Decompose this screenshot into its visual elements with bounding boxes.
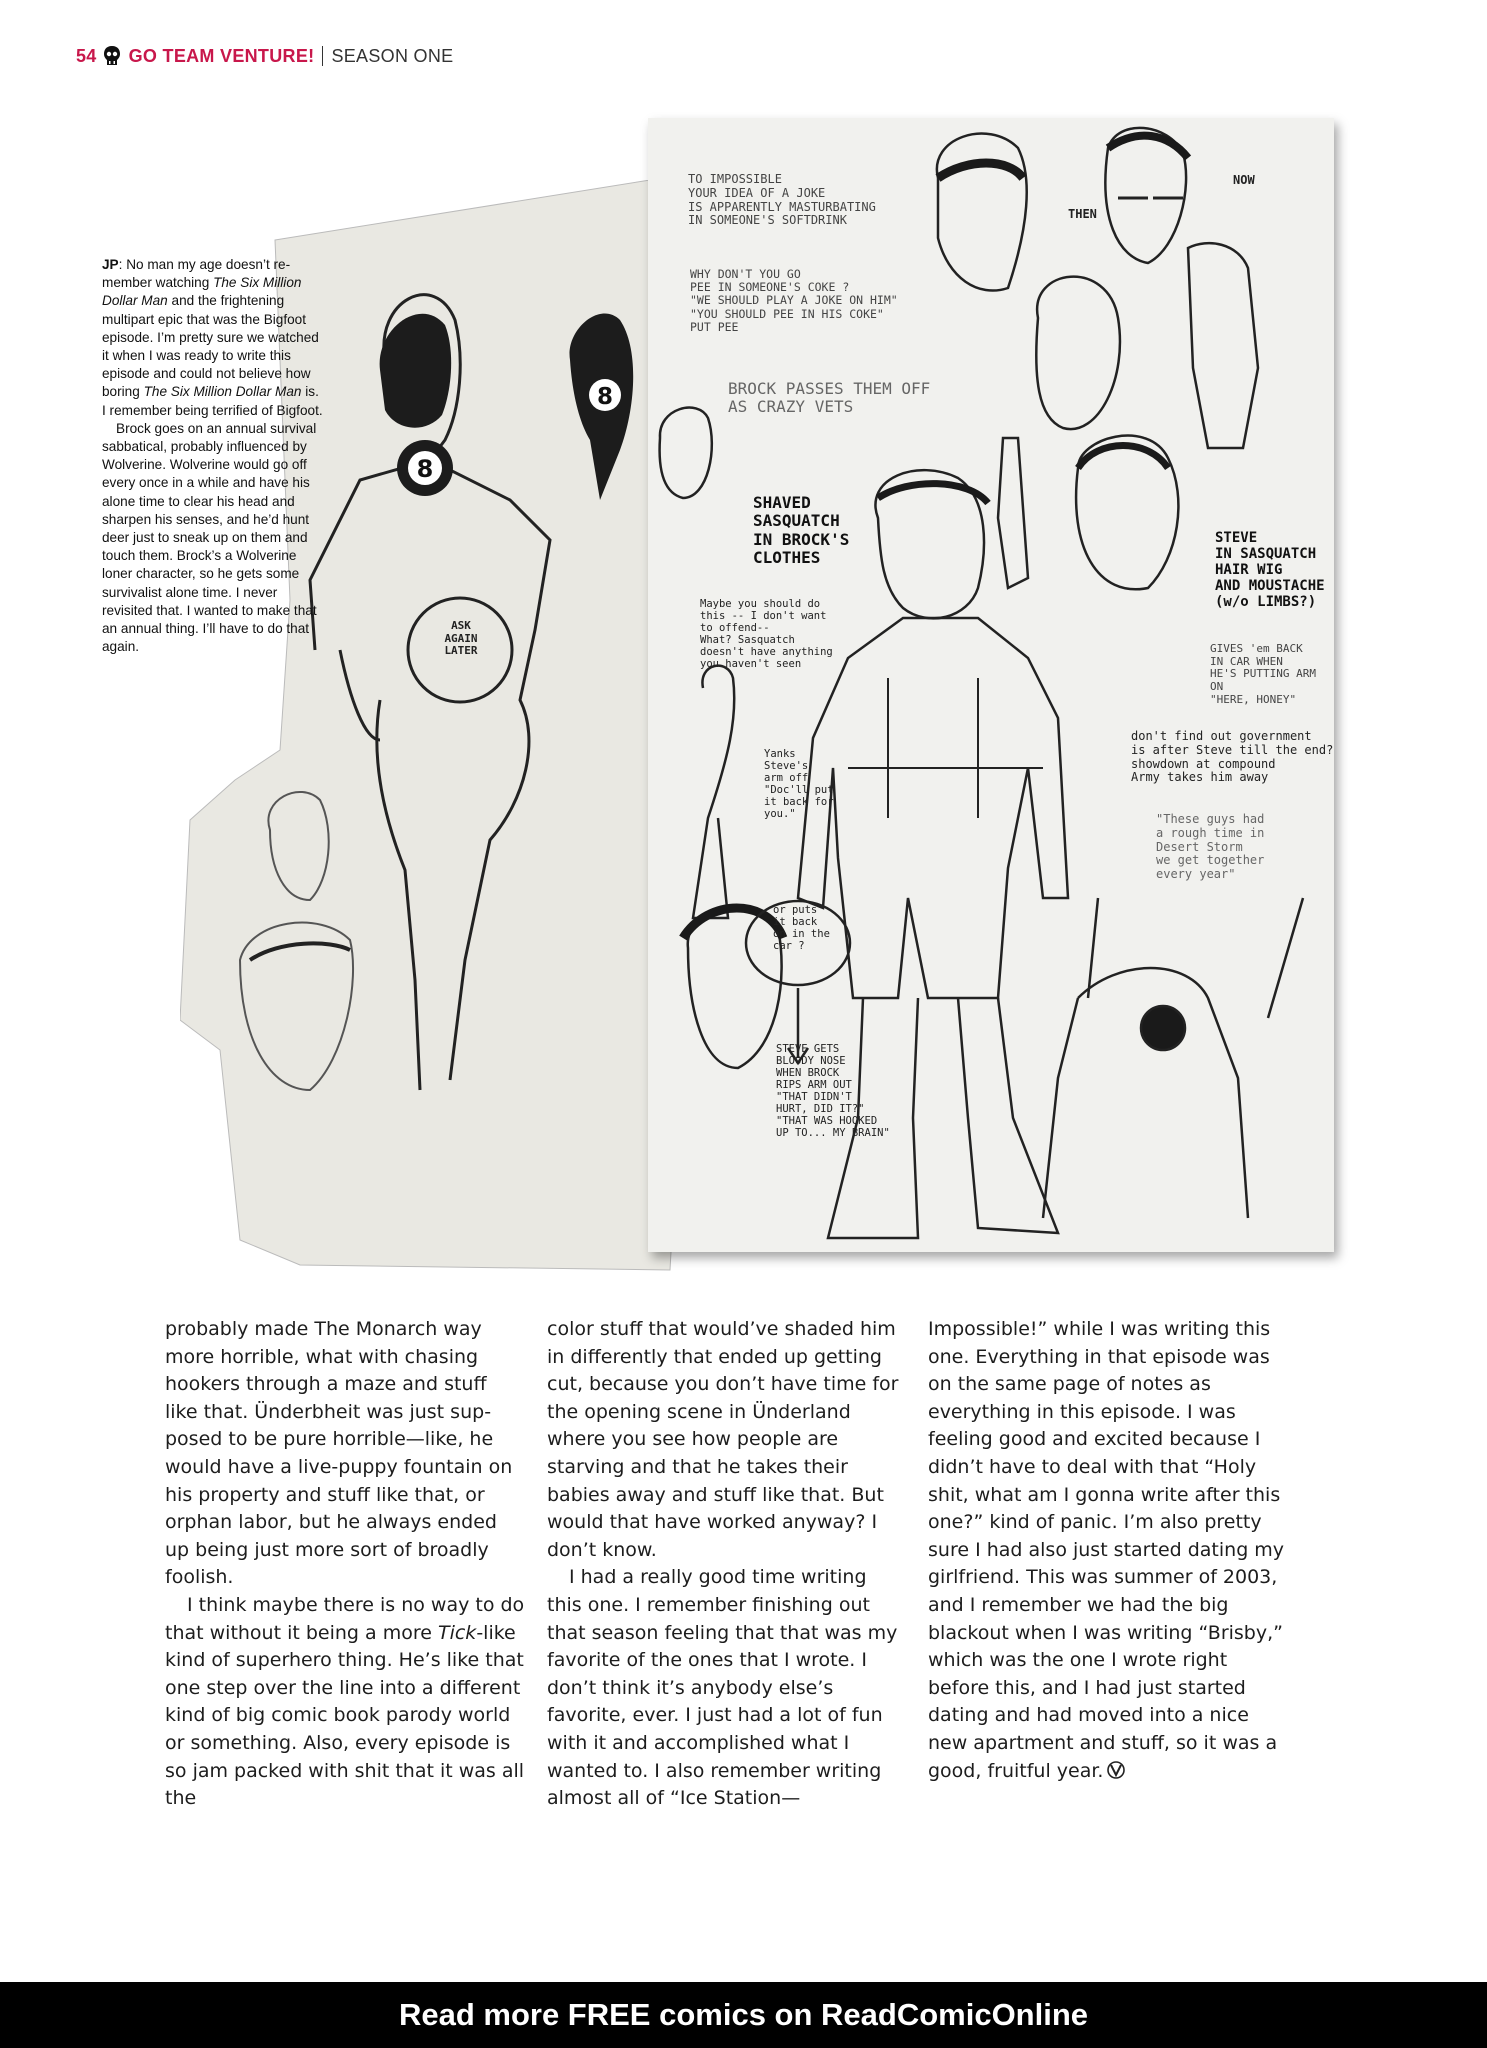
caption-sidebar [102, 256, 326, 656]
body-paragraph: Impossible!” while I was writing this one. Everything in that episode was on the same page of notes as everything in this episode. I was feeling good and excited because I didn’t have to deal with that “Holy shit, what am I gonna write after this one?” kind of panic. I’m also pretty sure I had also just started dating my girlfriend. This was summer of 2003, and I remember we had the big blackout when I was writing “Brisby,” which was the one I wrote right before this, and I had just started dating and had moved into a nice new apartment and stuff, so it was a good, fruitful year. [928, 1318, 1285, 1782]
body-paragraph: color stuff that would’ve shaded him in differently that ended up getting cut, because you don’t have time for the opening scene in Ünderland where you see how people are starving and that he takes their babies away and stuff like that. But would that have worked anyway? I don’t know. [547, 1318, 899, 1561]
header-divider [322, 46, 323, 66]
caption-speaker: JP [102, 257, 119, 272]
body-paragraph: I had a really good time writing this one. I remember finishing out that season feeling that that was my favorite of the ones that I wrote. I don’t think it’s anybody else’s favorite, ever. I just had a lot of fun with it and accomplished what I wanted to. I also remember writing almost all of “Ice Station— [547, 1566, 898, 1810]
gives-back-note: GIVES 'em BACK IN CAR WHEN HE'S PUTTING ARM ON "HERE, HONEY" [1210, 642, 1316, 706]
show-title: The Six Million Dollar Man [102, 275, 302, 309]
running-header [76, 44, 453, 68]
body-column-2 [547, 1316, 907, 1813]
body-paragraph: I think maybe there is no way to do that without it being a more Tick-like kind of superhero thing. He’s like that one step over the line into a different kind of big comic book parody world or something. Also, every episode is so jam packed with shit that it was all the [165, 1593, 525, 1810]
page-number: 54 [76, 45, 97, 66]
series-title: GO TEAM VENTURE! [128, 45, 315, 66]
yanks-arm-note: Yanks Steve's arm off "Doc'll put it back for you." [764, 748, 834, 821]
show-title: The Six Million Dollar Man [143, 384, 302, 400]
section-title: SEASON ONE [331, 45, 454, 66]
these-guys-note: "These guys had a rough time in Desert Storm we get together every year" [1156, 812, 1265, 882]
body-paragraph: probably made The Monarch way more horrible, what with chasing hookers through a maze and stuff like that. Ünderbheit was just supposed to be pure horrible—like, he would have a live-puppy fountain on his property and stuff like that, or orphan labor, but he always ended up being just more sort of broadly foolish. [165, 1318, 513, 1589]
why-dont-you-note: WHY DON'T YOU GO PEE IN SOMEONE'S COKE ? "WE SHOULD PLAY A JOKE ON HIM" "YOU SHOULD PEE IN HIS COKE" PUT PEE [690, 267, 898, 334]
impossible-note: TO IMPOSSIBLE YOUR IDEA OF A JOKE IS APPARENTLY MASTURBATING IN SOMEONE'S SOFTDRINK [688, 172, 876, 228]
footer-link-text[interactable]: Read more FREE comics on ReadComicOnline [398, 1997, 1089, 2032]
government-note: don't find out government is after Steve till the end? showdown at compound Army takes him away [1131, 729, 1334, 785]
body-column-3 [928, 1316, 1288, 1785]
shaved-sasquatch-note: SHAVED SASQUATCH IN BROCK'S CLOTHES [753, 493, 850, 568]
now-label: NOW [1233, 173, 1255, 187]
steve-wig-note: STEVE IN SASQUATCH HAIR WIG AND MOUSTACHE (w/o LIMBS?) [1215, 530, 1325, 611]
body-column-1 [165, 1316, 525, 1813]
eight-ball-number: 8 [416, 455, 434, 483]
end-mark-icon [1107, 1761, 1125, 1779]
maybe-you-note: Maybe you should do this -- I don't want to offend-- What? Sasquatch doesn't have anything you haven't seen [700, 598, 833, 671]
sketch-page-right [648, 118, 1334, 1252]
skull-icon [103, 45, 121, 67]
tick-title: Tick [437, 1621, 477, 1644]
brock-passes-note: BROCK PASSES THEM OFF AS CRAZY VETS [728, 379, 931, 417]
ask-again-later-text: ASK AGAIN LATER [444, 619, 478, 658]
puts-it-back-note: or puts it back on in the car ? [773, 904, 830, 953]
then-label: THEN [1068, 207, 1097, 221]
bloody-nose-note: STEVE GETS BLOODY NOSE WHEN BROCK RIPS ARM OUT "THAT DIDN'T HURT, DID IT?" "THAT WAS HOOKED UP TO... MY BRAIN" [776, 1043, 890, 1140]
caption-paragraph-2: Brock goes on an annual survival sabbatical, probably influenced by Wolverine. Wolverine would go off every once in a while and have his alone time to clear his head and sharpen his senses, and he’d hunt deer just to sneak up on them and touch them. Brock’s a Wolverine loner character, so he gets some survivalist alone time. I never revisited that. I wanted to make that an annual thing. I’ll have to do that again. [102, 420, 317, 655]
footer-banner [0, 1982, 1487, 2048]
caption-paragraph-1: JP: No man my age doesn’t remember watching The Six Million Dollar Man and the frightening multipart epic that was the Bigfoot episode. I’m pretty sure we watched it when I was ready to write this episode and could not believe how boring The Six Million Dollar Man is. I remember being terrified of Bigfoot. [102, 257, 323, 418]
eight-ball-number-2: 8 [596, 384, 614, 410]
